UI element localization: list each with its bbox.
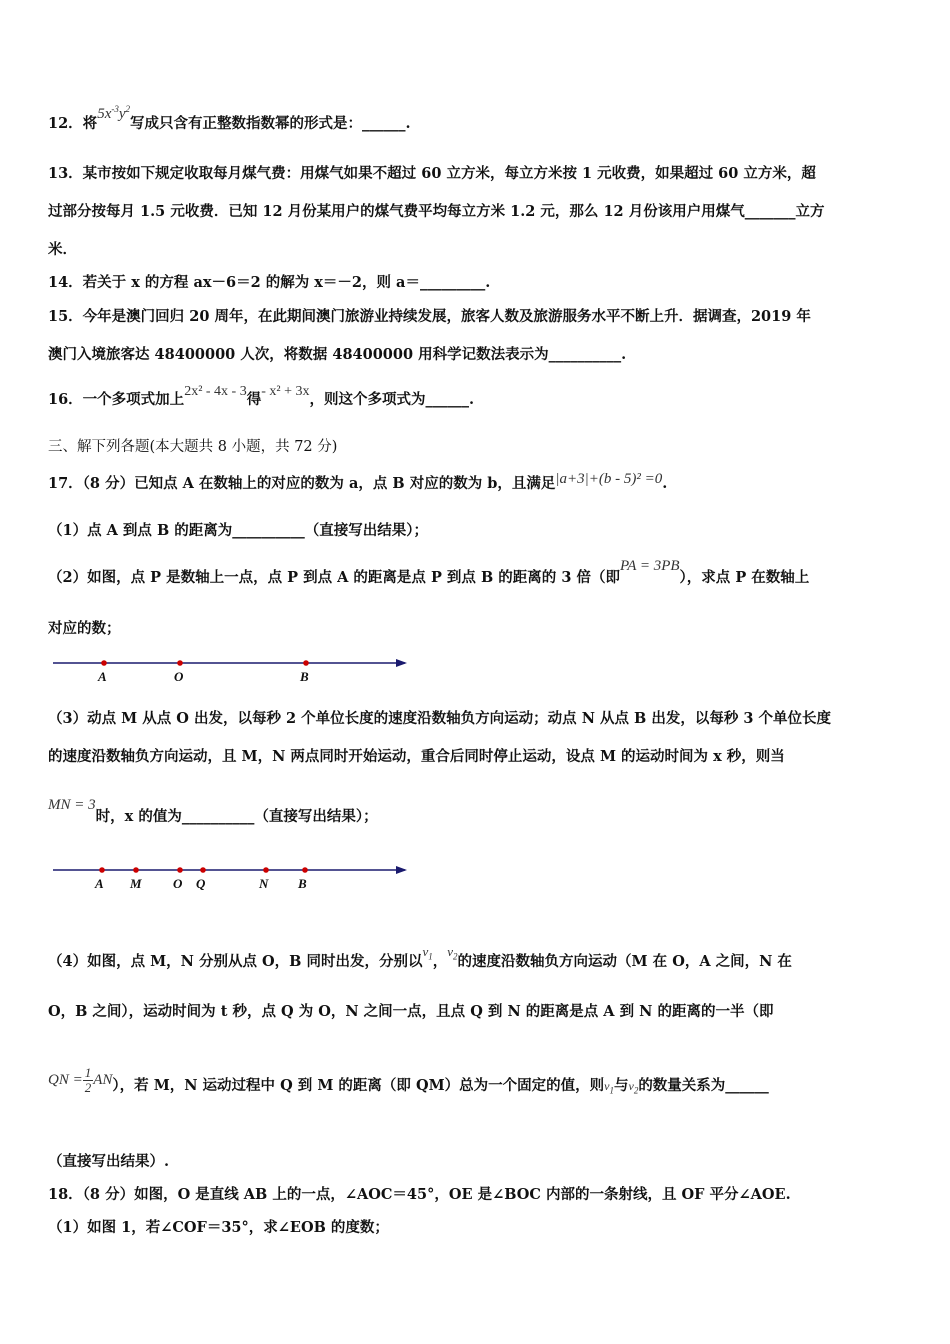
number-line-figure-1: [50, 652, 420, 688]
q16-expr2: - x² + 3x: [261, 384, 310, 399]
q12-expression: $5x^{-3}y^2$: [97, 104, 131, 122]
q17-part3-line2: 的速度沿数轴负方向运动，且 M，N 两点同时开始运动，重合后同时停止运动，设点 M 的运动时间为 x 秒，则当: [48, 748, 785, 765]
question-12: [48, 104, 411, 133]
q17-p4-sep: ，: [432, 953, 448, 970]
label-O: O: [173, 876, 183, 891]
q17-part4-line1: [48, 944, 792, 972]
q17-stem-text: 17．（8 分）已知点 A 在数轴上的对应的数为 a，点 B 对应的数为 b，且满足: [48, 475, 556, 492]
label-Q: Q: [196, 876, 206, 891]
q12-text: 写成只含有正整数指数幂的形式是：______.: [130, 115, 411, 132]
label-M: M: [130, 876, 142, 891]
q17-stem-end: .: [662, 475, 668, 492]
point-A: [101, 660, 107, 666]
q17-part3-line1: （3）动点 M 从点 O 出发，以每秒 2 个单位长度的速度沿数轴负方向运动；动点 N 从点 B 出发，以每秒 3 个单位长度: [48, 710, 832, 727]
question-13-line2: 过部分按每月 1.5 元收费．已知 12 月份某用户的煤气费平均每立方米 1.2 元，那么 12 月份该用户用煤气_______立方: [48, 203, 825, 220]
label-N: N: [259, 876, 269, 891]
q12-number: 12．将: [48, 115, 98, 132]
q17-condition: |a+3|+(b - 5)² =0: [555, 471, 663, 487]
section-3-title: 三、解下列各题(本大题共 8 小题，共 72 分): [48, 439, 338, 455]
question-18-stem: 18．（8 分）如图，O 是直线 AB 上的一点，∠AOC＝45°，OE 是∠BOC 内部的一条射线，且 OF 平分∠AOE.: [48, 1186, 791, 1203]
q17-part4-line4: （直接写出结果）.: [48, 1153, 170, 1170]
q17-part2: [48, 558, 810, 587]
q17-p2-expression: PA = 3PB: [619, 558, 680, 574]
q17-p4-text-e: 与: [613, 1076, 629, 1094]
question-15-line1: 15．今年是澳门回归 20 周年，在此期间澳门旅游业持续发展，旅客人数及旅游服务水平不断上升．据调查，2019 年: [48, 308, 811, 325]
q17-p4-text-a: （4）如图，点 M，N 分别从点 O，B 同时出发，分别以: [48, 953, 423, 970]
point-B: [302, 867, 308, 873]
q17-part2-cont: 对应的数；: [48, 620, 121, 637]
number-line-figure-2: [50, 859, 420, 895]
q16-expr1: 2x² - 4x - 3: [184, 384, 247, 399]
point-N: [263, 867, 269, 873]
question-17-stem: [48, 472, 667, 493]
q17-part3-line3: [48, 797, 378, 826]
label-O: O: [174, 669, 184, 684]
q17-p4-text-d: ），若 M，N 运动过程中 Q 到 M 的距离（即 QM）总为一个固定的值，则: [112, 1076, 605, 1094]
label-B: B: [300, 669, 309, 684]
question-15-line2: 澳门入境旅客达 48400000 人次，将数据 48400000 用科学记数法表示为__________.: [48, 346, 627, 363]
q17-part1: （1）点 A 到点 B 的距离为__________（直接写出结果）；: [48, 522, 429, 539]
v2-symbol: $v_2$: [447, 944, 458, 962]
question-14: 14．若关于 x 的方程 ax－6＝2 的解为 x＝－2，则 a＝_________.: [48, 274, 491, 291]
question-16: [48, 384, 475, 409]
v1-symbol: $v_1$: [422, 944, 433, 962]
q17-p4-text-f: 的数量关系为______: [638, 1076, 769, 1094]
q17-part4-line3: [48, 1065, 769, 1101]
label-A: A: [98, 669, 107, 684]
question-13-line1: 13．某市按如下规定收取每月煤气费：用煤气如果不超过 60 立方米，每立方米按 1 元收费，如果超过 60 立方米，超: [48, 165, 816, 182]
q16-text-c: ，则这个多项式为______.: [309, 391, 475, 408]
q17-p3-text: 时，x 的值为__________（直接写出结果）；: [95, 808, 378, 825]
q17-p4-text-b: 的速度沿数轴负方向运动（M 在 O，A 之间，N 在: [457, 953, 792, 970]
axis-arrow: [396, 659, 407, 667]
v2-symbol-inline: $v_2$: [628, 1078, 639, 1096]
label-B: B: [298, 876, 307, 891]
question-13-line3: 米．: [48, 241, 77, 258]
point-Q: [200, 867, 206, 873]
label-A: A: [95, 876, 104, 891]
q17-p2-text-a: （2）如图，点 P 是数轴上一点，点 P 到点 A 的距离是点 P 到点 B 的距离的 3 倍（即: [48, 569, 620, 586]
q17-p2-text-b: ），求点 P 在数轴上: [679, 569, 810, 586]
q16-text-b: 得: [246, 391, 262, 408]
v1-symbol-inline: $v_1$: [604, 1078, 614, 1096]
q17-p3-expression: MN = 3: [48, 797, 96, 813]
q17-part4-line2: O，B 之间），运动时间为 t 秒，点 Q 为 O，N 之间一点，且点 Q 到 N 的距离是点 A 到 N 的距离的一半（即: [48, 1003, 774, 1020]
point-A: [99, 867, 105, 873]
q18-part1: （1）如图 1，若∠COF＝35°，求∠EOB 的度数；: [48, 1219, 389, 1236]
axis-arrow: [396, 866, 407, 874]
q16-text-a: 16．一个多项式加上: [48, 391, 185, 408]
point-M: [133, 867, 139, 873]
qn-formula: QN = $\frac{1}{2}$ AN: [48, 1065, 113, 1095]
point-B: [303, 660, 309, 666]
point-O: [177, 867, 183, 873]
point-O: [177, 660, 183, 666]
